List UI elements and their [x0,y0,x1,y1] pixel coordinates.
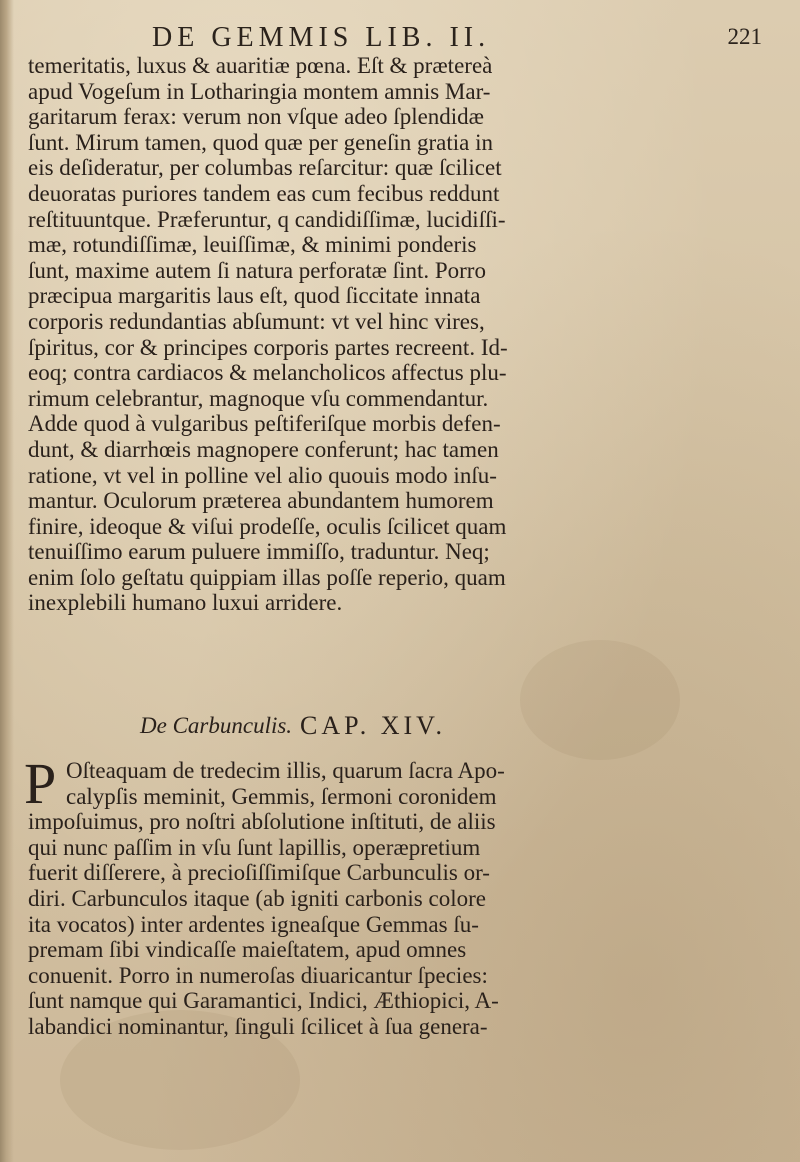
text-line: Oſteaquam de tredecim illis, quarum ſacra Apo- [66,758,505,783]
text-line: mantur. Oculorum præterea abundantem humorem [28,488,494,514]
text-line: temeritatis, luxus & auaritiæ pœna. Eſt & prætereà [28,53,493,78]
text-line: labandici nominantur, ſinguli ſcilicet à ſua genera- [28,1013,488,1039]
paragraph-margarites [28,53,780,616]
chapter-heading [140,711,660,743]
chapter-subject: De Carbunculis. [140,713,293,738]
text-line: ſunt namque qui Garamantici, Indici, Æthiopici, A- [28,988,499,1014]
text-line: eoq; contra cardiacos & melancholicos affectus plu- [28,360,507,386]
text-line: inexplebili humano luxui arridere. [28,590,343,616]
text-line: reſtituuntque. Præferuntur, q candidiſſimæ, lucidiſſi- [28,206,506,232]
text-line: diri. Carbunculos itaque (ab igniti carbonis colore [28,885,486,911]
text-line: qui nunc paſſim in vſu ſunt lapillis, operæpretium [28,834,481,860]
text-line: eis deſideratur, per columbas reſarcitur: quæ ſcilicet [28,155,502,181]
page-gutter [0,0,14,1162]
text-line: apud Vogeſum in Lotharingia montem amnis Mar- [28,78,491,104]
text-line: calypſis meminit, Gemmis, ſermoni coronidem [66,783,497,809]
text-line: rimum celebrantur, magnoque vſu commendantur. [28,385,489,411]
text-line: præcipua margaritis laus eſt, quod ſiccitate innata [28,283,481,309]
text-line: garitarum ferax: verum non vſque adeo ſplendidæ [28,104,485,130]
text-line: ſpiritus, cor & principes corporis partes recreent. Id- [28,334,508,360]
page-number: 221 [727,24,762,49]
text-line: ita vocatos) inter ardentes igneaſque Gemmas ſu- [28,911,479,937]
text-line: conuenit. Porro in numeroſas diuaricantur ſpecies: [28,962,488,988]
text-line: finire, ideoque & viſui prodeſſe, oculis ſcilicet quam [28,513,507,539]
text-line: fuerit diſſerere, à precioſiſſimiſque Carbunculis or- [28,860,490,886]
drop-cap: P [24,751,57,816]
paragraph-carbunculi [28,758,780,1040]
text-line: mæ, rotundiſſimæ, leuiſſimæ, & minimi ponderis [28,232,477,258]
chapter-number: CAP. XIV. [300,711,447,740]
text-line: Adde quod à vulgaribus peſtiferiſque morbis defen- [28,411,501,437]
text-line: ſunt. Mirum tamen, quod quæ per geneſin gratia in [28,129,494,155]
running-title: DE GEMMIS LIB. II. [152,22,491,53]
text-line: deuoratas puriores tandem eas cum fecibus reddunt [28,180,500,206]
text-line: tenuiſſimo earum puluere immiſſo, traduntur. Neq; [28,539,490,565]
text-line: ratione, vt vel in polline vel alio quouis modo inſu- [28,462,497,488]
text-line: enim ſolo geſtatu quippiam illas poſſe reperio, quam [28,564,506,590]
text-line: ſunt, maxime autem ſi natura perforatæ ſint. Porro [28,257,486,283]
text-line: impoſuimus, pro noſtri abſolutione inſtituti, de aliis [28,809,496,835]
text-line: corporis redundantias abſumunt: vt vel hinc vires, [28,308,485,334]
text-line: premam ſibi vindicaſſe maieſtatem, apud omnes [28,937,467,963]
text-line: dunt, & diarrhœis magnopere conferunt; hac tamen [28,436,499,462]
